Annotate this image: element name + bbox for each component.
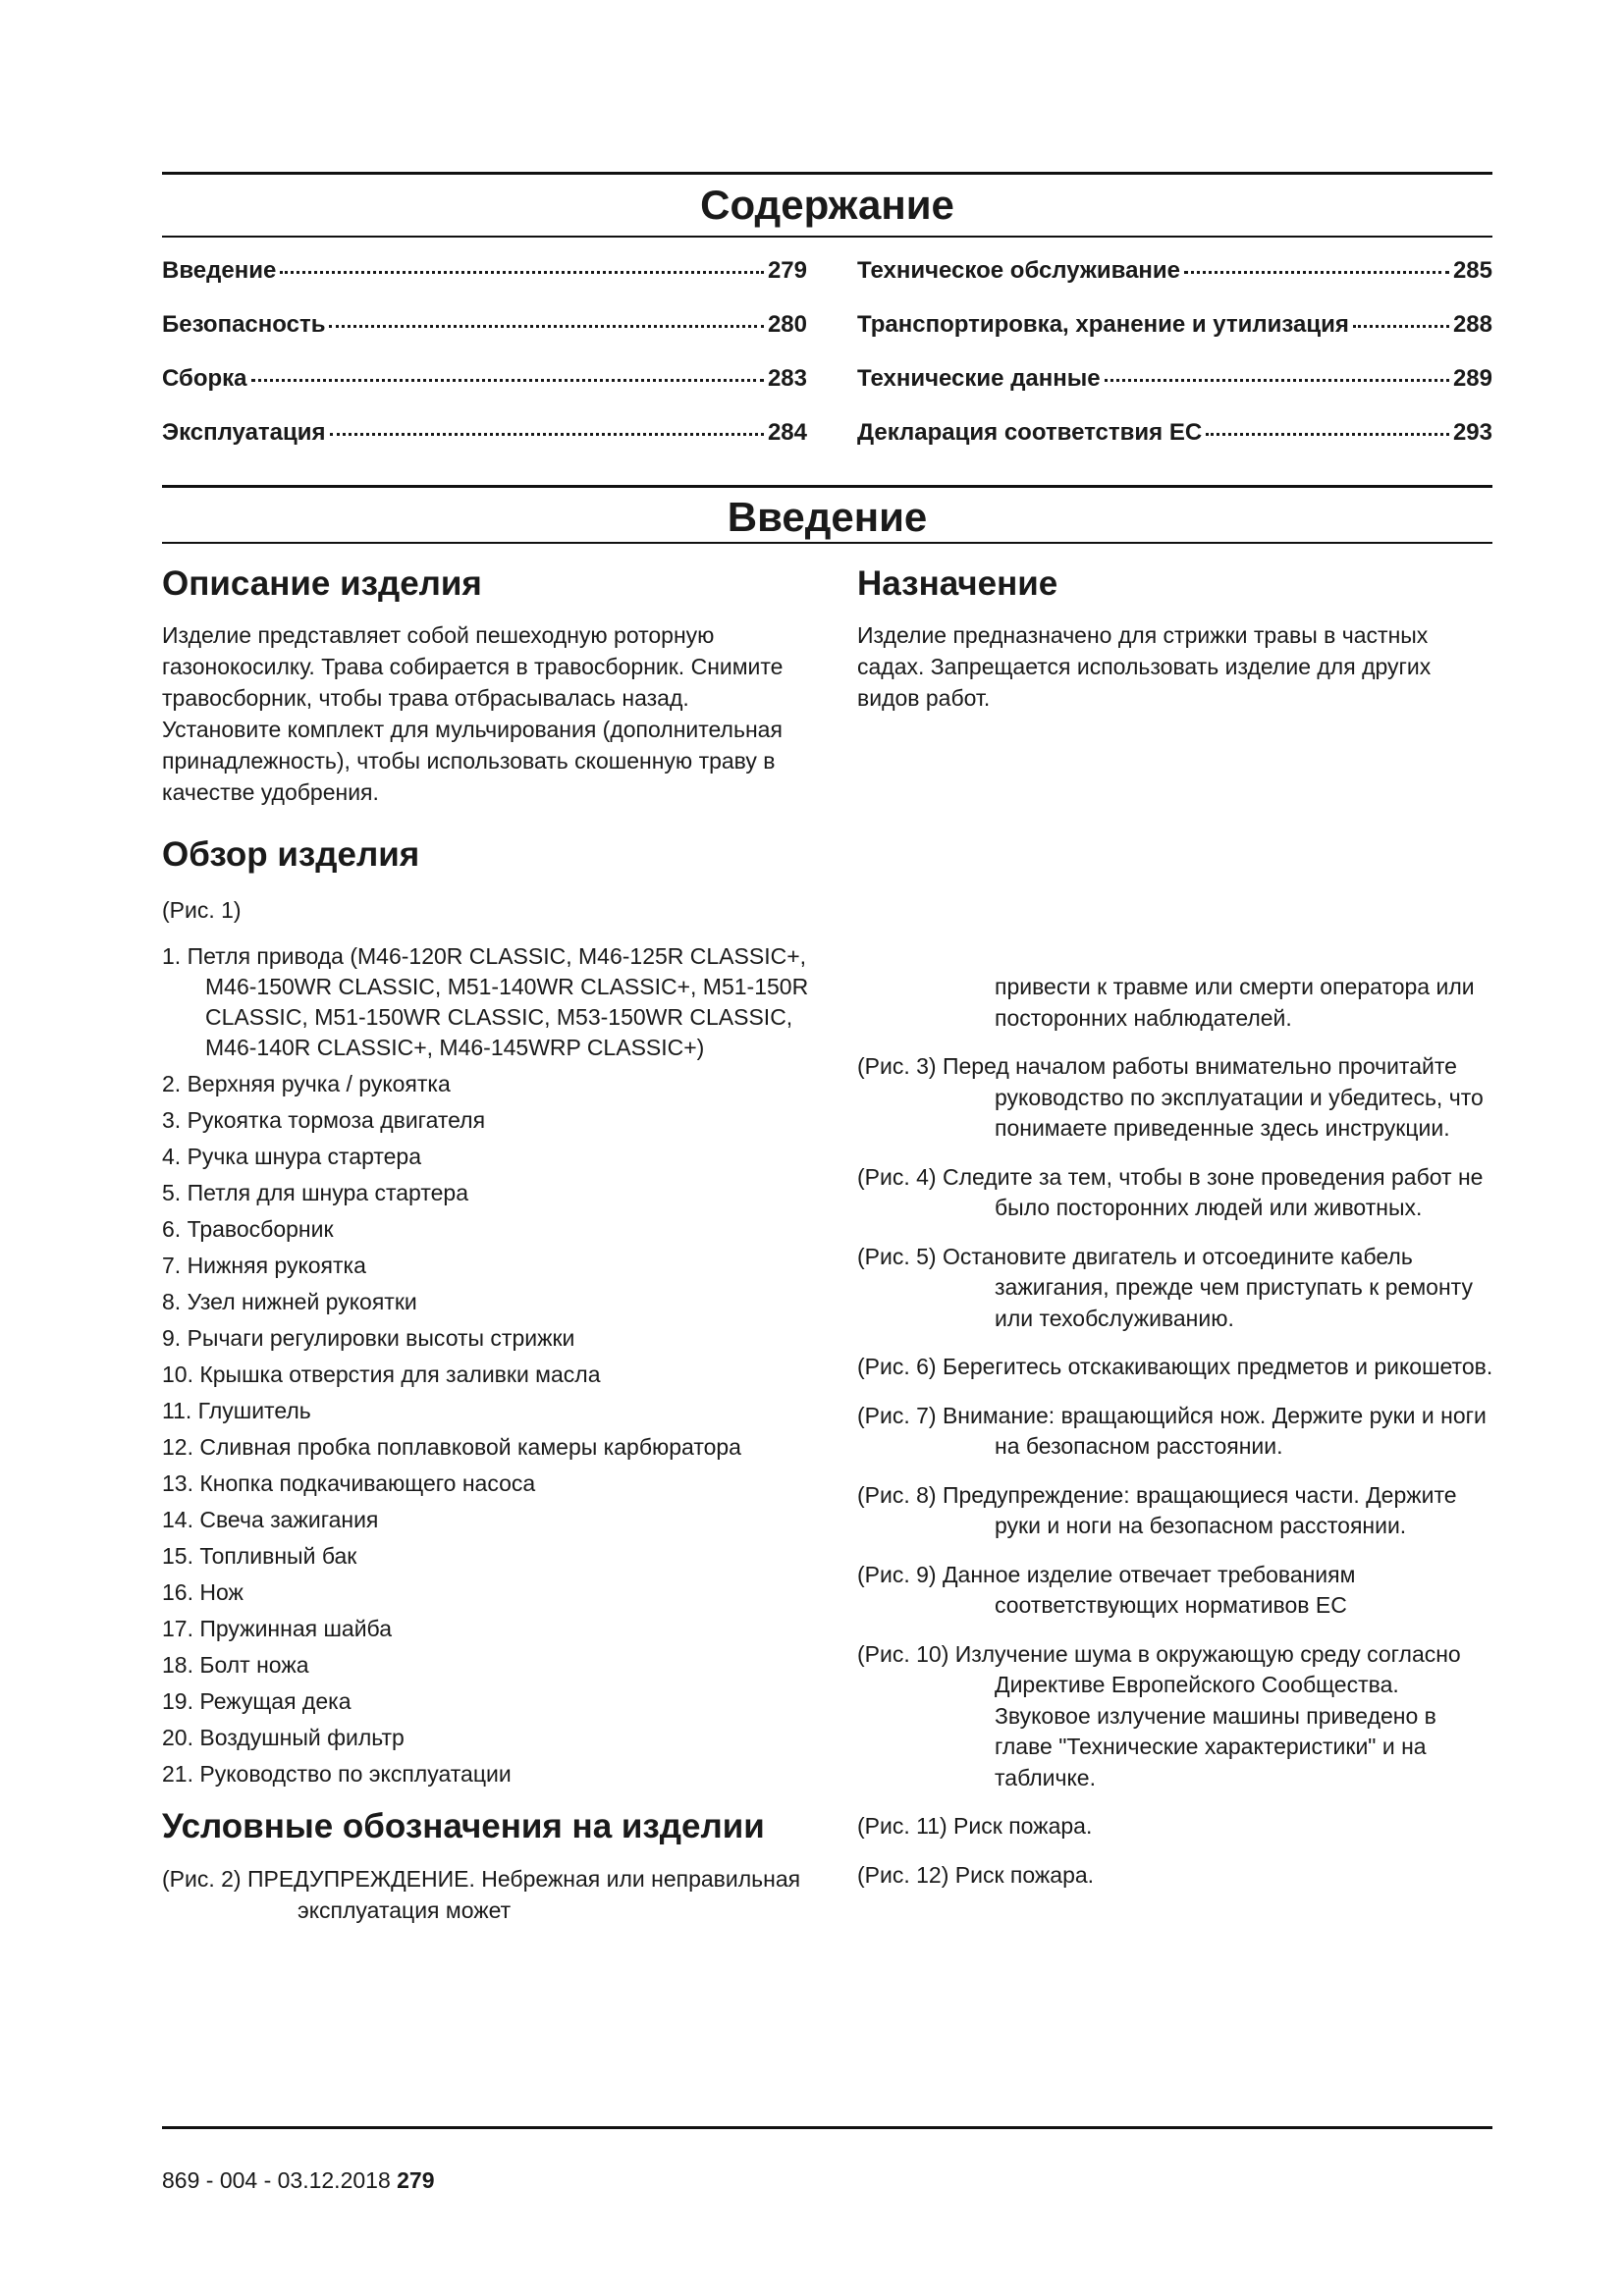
list-item: 16. Нож (162, 1579, 244, 1605)
toc-entry[interactable] (162, 313, 807, 337)
symbols-heading: Условные обозначения на изделии (162, 1807, 765, 1845)
toc-entry-page: 293 (1452, 419, 1492, 446)
list-item: 19. Режущая дека (162, 1688, 352, 1714)
intro-title: Введение (727, 494, 928, 540)
toc-entry-page: 283 (767, 365, 807, 392)
toc-entry-label: Эксплуатация (162, 419, 326, 446)
list-item: 20. Воздушный фильтр (162, 1725, 405, 1750)
toc-entry-page: 280 (767, 311, 807, 338)
purpose-text: Изделие предназначено для стрижки травы в частных садах. Запрещается использовать изделие для других видов работ. (857, 622, 1432, 711)
toc-entry-label: Технические данные (857, 365, 1101, 392)
list-item: 12. Сливная пробка поплавковой камеры карбюратора (162, 1434, 741, 1460)
list-item: 18. Болт ножа (162, 1652, 309, 1678)
list-item: 9. Рычаги регулировки высоты стрижки (162, 1325, 575, 1351)
toc-entry-label: Декларация соответствия ЕС (857, 419, 1203, 446)
toc-entry[interactable] (857, 259, 1492, 283)
footer-rule (162, 2126, 1492, 2129)
fig-caption: (Рис. 9) Данное изделие отвечает требованиям соответствующих нормативов ЕС (857, 1561, 1356, 1618)
toc-leader (1353, 325, 1449, 328)
right-column (857, 562, 1495, 714)
list-item: 6. Травосборник (162, 1216, 334, 1242)
left-column (162, 562, 810, 1944)
fig-caption: (Рис. 7) Внимание: вращающийся нож. Держите руки и ноги на безопасном расстоянии. (857, 1402, 1487, 1459)
fig-caption: (Рис. 5) Остановите двигатель и отсоедините кабель зажигания, прежде чем приступать к ремонту или техобслуживанию. (857, 1243, 1473, 1331)
fig-caption: (Рис. 10) Излучение шума в окружающую среду согласно Директиве Европейского Сообщества. Звуковое излучение машины приведено в главе "Технические характеристики" и на табличке. (857, 1640, 1461, 1790)
toc-top-rule (162, 172, 1492, 175)
toc-leader (1206, 433, 1449, 436)
page-footer (162, 2167, 435, 2194)
toc-leader (251, 379, 764, 382)
purpose-heading: Назначение (857, 564, 1058, 603)
toc-leader (330, 433, 764, 436)
list-item: 13. Кнопка подкачивающего насоса (162, 1470, 536, 1496)
toc-entry-page: 288 (1452, 311, 1492, 338)
list-item: 15. Топливный бак (162, 1543, 357, 1569)
fig-caption: (Рис. 11) Риск пожара. (857, 1813, 1093, 1839)
list-item: 5. Петля для шнура стартера (162, 1180, 468, 1205)
page-number: 279 (397, 2167, 435, 2193)
toc-title: Содержание (700, 182, 954, 228)
intro-top-rule (162, 485, 1492, 488)
fig-caption: (Рис. 8) Предупреждение: вращающиеся части. Держите руки и ноги на безопасном расстоянии. (857, 1481, 1457, 1538)
description-text: Изделие представляет собой пешеходную роторную газонокосилку. Трава собирается в травосборник. Снимите травосборник, чтобы трава отбрасывалась назад. Установите комплект для мульчирования (дополнительная принадлежность), чтобы использовать скошенную траву в качестве удобрения. (162, 622, 784, 805)
fig-caption: (Рис. 4) Следите за тем, чтобы в зоне проведения работ не было посторонних людей или животных. (857, 1163, 1484, 1220)
list-item: 3. Рукоятка тормоза двигателя (162, 1107, 486, 1133)
toc-entry-label: Транспортировка, хранение и утилизация (857, 311, 1349, 338)
footer-code: 869 - 004 - 03.12.2018 (162, 2167, 391, 2193)
toc-entry[interactable] (857, 367, 1492, 391)
fig-caption: (Рис. 12) Риск пожара. (857, 1861, 1095, 1888)
list-item: 21. Руководство по эксплуатации (162, 1761, 512, 1787)
toc-leader (1184, 271, 1449, 274)
list-item: 4. Ручка шнура стартера (162, 1144, 422, 1169)
overview-ref: (Рис. 1) (162, 897, 242, 923)
toc-entry-label: Введение (162, 257, 277, 284)
intro-title-rule (162, 542, 1492, 544)
overview-heading: Обзор изделия (162, 835, 420, 874)
toc-leader (329, 325, 763, 328)
overview-list (162, 941, 810, 1789)
fig-caption: (Рис. 6) Берегитесь отскакивающих предметов и рикошетов. (857, 1354, 1493, 1379)
list-item: 10. Крышка отверстия для заливки масла (162, 1362, 601, 1387)
toc-entry[interactable] (162, 367, 807, 391)
description-heading: Описание изделия (162, 564, 482, 603)
toc-entry[interactable] (162, 421, 807, 445)
toc-leader (280, 271, 764, 274)
list-item: 1. Петля привода (M46-120R CLASSIC, M46-125R CLASSIC+, M46-150WR CLASSIC, M51-140WR CLASSIC+, M51-150R CLASSIC, M51-150WR CLASSIC, M53-150WR CLASSIC, M46-140R CLASSIC+, M46-145WRP CLASSIC+) (162, 943, 809, 1060)
list-item: 17. Пружинная шайба (162, 1616, 392, 1641)
list-item: 11. Глушитель (162, 1398, 311, 1423)
toc-entry-page: 284 (767, 419, 807, 446)
toc-leader (1105, 379, 1449, 382)
toc-entry-label: Безопасность (162, 311, 326, 338)
toc-entry-page: 279 (767, 257, 807, 284)
list-item: 14. Свеча зажигания (162, 1507, 379, 1532)
list-item: 8. Узел нижней рукоятки (162, 1289, 417, 1314)
list-item: 7. Нижняя рукоятка (162, 1253, 366, 1278)
toc-entry-page: 285 (1452, 257, 1492, 284)
fig-2-continued: привести к травме или смерти оператора или посторонних наблюдателей. (995, 974, 1475, 1031)
toc-title-rule (162, 236, 1492, 238)
list-item: 2. Верхняя ручка / рукоятка (162, 1071, 451, 1096)
fig-2-start: (Рис. 2) ПРЕДУПРЕЖДЕНИЕ. Небрежная или неправильная эксплуатация может (162, 1866, 801, 1923)
symbols-continued (857, 972, 1495, 1908)
toc-entry-page: 289 (1452, 365, 1492, 392)
fig-caption: (Рис. 3) Перед началом работы внимательно прочитайте руководство по эксплуатации и убедитесь, что понимаете приведенные здесь инструкции. (857, 1053, 1484, 1141)
toc-entry-label: Сборка (162, 365, 247, 392)
toc-entry[interactable] (857, 313, 1492, 337)
toc-entry-label: Техническое обслуживание (857, 257, 1181, 284)
toc-entry[interactable] (857, 421, 1492, 445)
toc-entry[interactable] (162, 259, 807, 283)
